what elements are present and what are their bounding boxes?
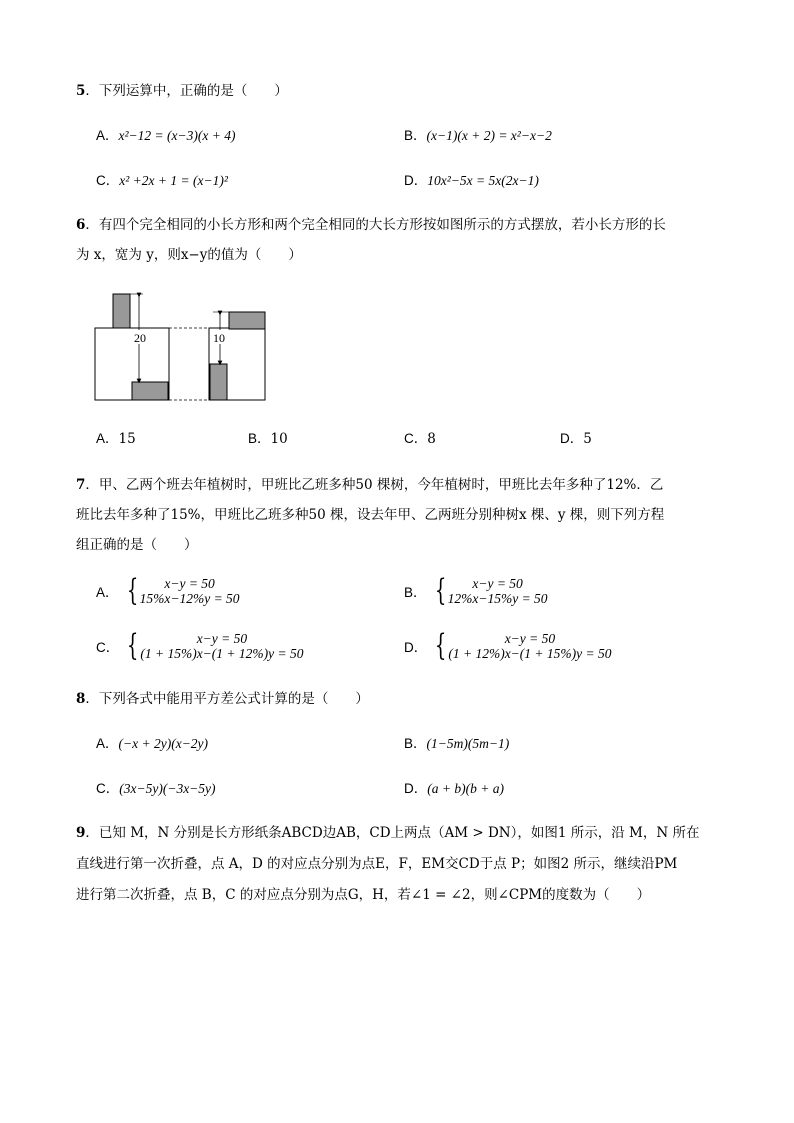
- q7-option-a[interactable]: A． { x−y = 50 15%x−12%y = 50: [96, 573, 240, 608]
- q7-number: 7: [76, 477, 86, 493]
- brace-icon: {: [435, 628, 447, 663]
- q6-small-rect-1: [113, 294, 130, 328]
- q7-option-d[interactable]: D． { x−y = 50 (1 + 12%)x−(1 + 15%)y = 50: [404, 628, 612, 663]
- q6-figure: [93, 290, 273, 405]
- q6-small-rect-2: [132, 382, 168, 400]
- q7-option-b[interactable]: B． { x−y = 50 12%x−15%y = 50: [404, 573, 548, 608]
- q6-stem-line1: 6．有四个完全相同的小长方形和两个完全相同的大长方形按如图所示的方式摆放，若小长方形的长: [76, 217, 666, 233]
- q6-option-c[interactable]: C．8: [404, 431, 436, 447]
- brace-icon: {: [126, 573, 138, 608]
- q9-stem-line2: 直线进行第一次折叠，点 A，D 的对应点分别为点E，F，EM交CD于点 P；如图2 所示，继续沿PM: [76, 856, 678, 872]
- q7-stem-line2: 班比去年多种了15%，甲班比乙班多种50 棵，设去年甲、乙两班分别种树x 棵、y 棵，则下列方程: [76, 507, 665, 523]
- q6-stem-line2: 为 x，宽为 y，则x−y的值为（ ）: [76, 247, 302, 263]
- q9-stem-line3: 进行第二次折叠，点 B，C 的对应点分别为点G，H，若∠1 = ∠2，则∠CPM的度数为（ ）: [76, 887, 651, 903]
- q6-label-20: 20: [134, 331, 146, 345]
- q6-small-rect-3: [210, 364, 227, 400]
- q8-stem: 8．下列各式中能用平方差公式计算的是（ ）: [76, 691, 369, 707]
- q9-stem-line1: 9．已知 M，N 分别是长方形纸条ABCD边AB，CD上两点（AM > DN），如图1 所示，沿 M，N 所在: [76, 825, 700, 841]
- q8-option-d[interactable]: D．(a + b)(b + a): [404, 781, 504, 796]
- q5-number: 5: [76, 83, 86, 99]
- q8-option-a[interactable]: A．(−x + 2y)(x−2y): [96, 736, 209, 751]
- brace-icon: {: [127, 628, 139, 663]
- q6-small-rect-4: [229, 312, 265, 329]
- q5-option-c[interactable]: C．x² +2x + 1 = (x−1)²: [96, 173, 228, 188]
- q8-option-c[interactable]: C．(3x−5y)(−3x−5y): [96, 781, 216, 796]
- q5-option-d[interactable]: D．10x²−5x = 5x(2x−1): [404, 173, 539, 188]
- q7-option-c[interactable]: C． { x−y = 50 (1 + 15%)x−(1 + 12%)y = 50: [96, 628, 304, 663]
- q8-option-b[interactable]: B．(1−5m)(5m−1): [404, 736, 510, 751]
- q6-option-d[interactable]: D．5: [560, 431, 592, 447]
- q5-option-a[interactable]: A．x²−12 = (x−3)(x + 4): [96, 128, 236, 143]
- q6-number: 6: [76, 217, 86, 233]
- q6-label-10: 10: [213, 331, 225, 345]
- q9-number: 9: [76, 825, 86, 841]
- brace-icon: {: [434, 573, 446, 608]
- q5-option-b[interactable]: B．(x−1)(x + 2) = x²−x−2: [404, 128, 552, 143]
- q5-stem: 5．下列运算中，正确的是（ ）: [76, 83, 288, 99]
- q6-option-b[interactable]: B．10: [248, 431, 288, 447]
- q7-stem-line3: 组正确的是（ ）: [76, 537, 198, 553]
- q7-stem-line1: 7．甲、乙两个班去年植树时，甲班比乙班多种50 棵树，今年植树时，甲班比去年多种了12%．乙: [76, 477, 664, 493]
- q6-option-a[interactable]: A．15: [96, 431, 136, 447]
- q8-number: 8: [76, 691, 86, 707]
